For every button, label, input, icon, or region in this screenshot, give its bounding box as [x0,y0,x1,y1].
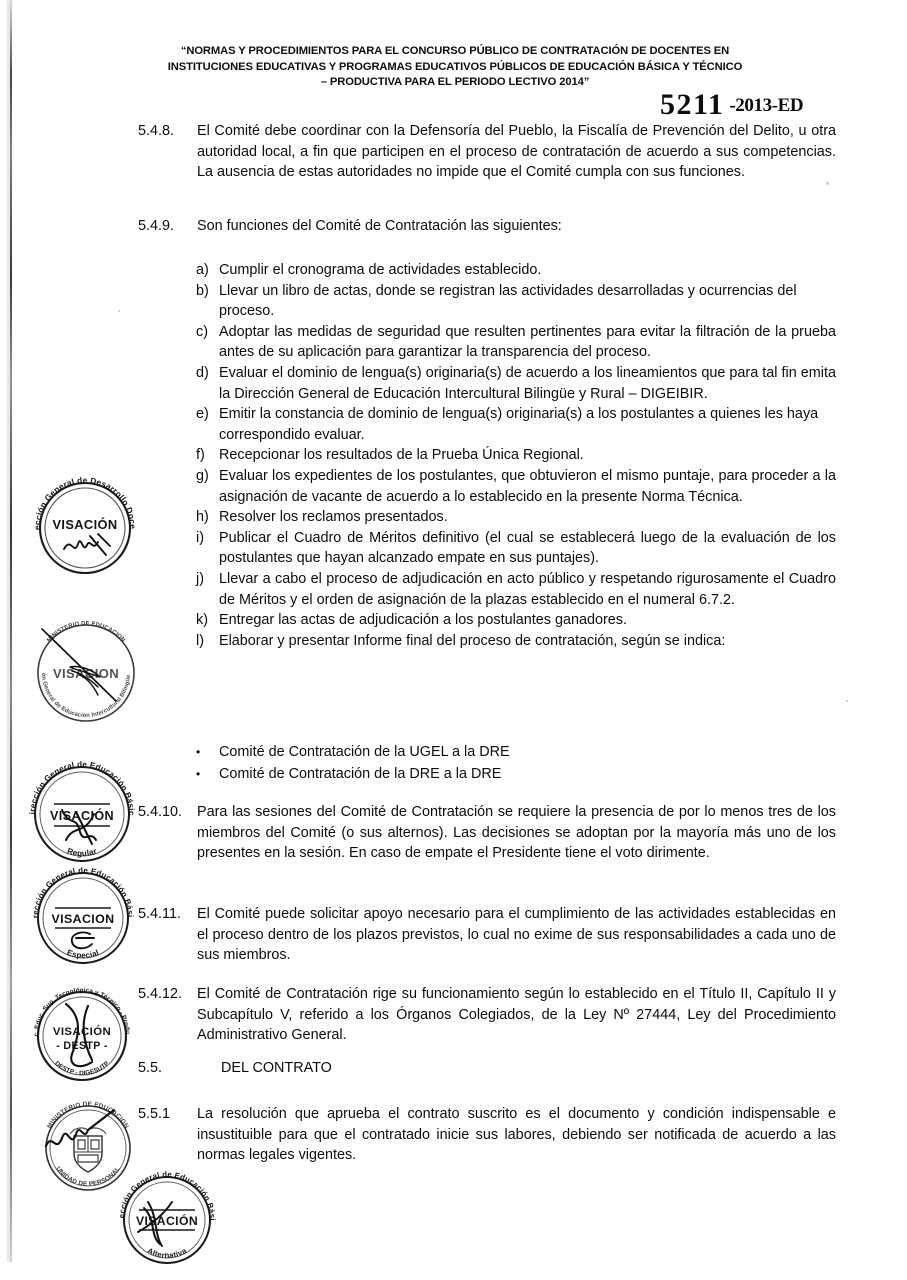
svg-text:Alternativa [146,1246,189,1260]
seal-center-text: VISACION [51,912,115,926]
section-5-5-label: 5.5. [138,1060,163,1076]
list-item-text: Entregar las actas de adjudicación a los postulantes ganadores. [219,612,627,629]
clause-5-5-1 [138,1104,836,1166]
clause-5-4-10 [138,802,836,864]
svg-text:Dirección General de Desarroll [21,458,138,530]
list-item [196,569,836,610]
clause-5-5-1-text: La resolución que aprueba el contrato suscrito es el documento y condición indispensable e insustituible para que el contratado inicie sus labores, debiendo ser notificada de acuerdo a las normas legales vigentes. [197,1106,836,1164]
list-item-text: Comité de Contratación de la UGEL a la DRE [219,744,510,760]
list-item [196,507,836,528]
list-item [196,610,836,631]
clause-5-4-12-text: El Comité de Contratación rige su funcionamiento según lo establecido en el Título II, Capítulo II y Subcapítulo V, referido a los Órganos Colegiados, de la Ley Nº 27444, Ley del Procedimiento Administrativo General. [197,986,836,1044]
header-line-2: INSTITUCIONES EDUCATIVAS Y PROGRAMAS EDUCATIVOS PÚBLICOS DE EDUCACIÓN BÁSICA Y TÉCNICO [167,60,743,73]
seal-stamp-eba [105,1155,228,1278]
list-item-text: Emitir la constancia de dominio de lengua(s) originaria(s) a los postulantes a quienes les haya correspondido evaluar. [219,406,819,443]
committee-functions-list [196,260,836,651]
scan-speck [826,182,829,185]
list-item-text: Recepcionar los resultados de la Prueba Única Regional. [219,447,584,464]
svg-text:DESTP - DIGESUTP [53,1060,110,1077]
seal-stamp-ebr [14,745,146,874]
document-number-suffix: -2013-ED [729,95,804,116]
clause-5-4-8-text: El Comité debe coordinar con la Defensoría del Pueblo, la Fiscalía de Prevención del Delito, u otra autoridad local, a fin que participen en el proceso de contratación de acuerdo a sus competencias. La ausencia de estas autoridades no impide que el Comité cumpla con sus funciones. [197,123,836,181]
svg-text:Dirección General de Educación [15,745,136,816]
list-item-marker: c) [196,323,208,340]
list-item-marker: i) [196,529,204,546]
clause-5-4-12 [138,984,836,1046]
clause-5-4-11-text: El Comité puede solicitar apoyo necesario para el cumplimiento de las actividades establecidas en el proceso dentro de los plazos previstos, lo cual no exime de sus responsabilidades a cada uno de sus miembros. [197,906,836,964]
list-item [196,764,836,786]
svg-text:Regular [66,846,99,858]
clause-5-4-11 [138,904,836,966]
seal-arc-text-bottom: Regular [65,846,99,859]
seal-arc-text-top: Dirección General de Educación Básica [14,745,137,816]
seal-center-text: VISACIÓN [49,809,115,823]
section-5-5 [138,1058,836,1079]
list-item-marker: g) [196,467,209,484]
list-item-marker: h) [196,509,209,526]
list-item-text: Publicar el Cuadro de Méritos definitivo (el cual se establecerá luego de la evaluación de los postulantes que hayan alcanzado empate en sus puntajes). [219,529,836,567]
list-item-text: Comité de Contratación de la DRE a la DRE [219,765,502,782]
seal-stamp-desarrollo-docente [20,458,146,584]
seal-arc-text-bottom: DESTP - DIGESUTP [53,1060,111,1078]
list-item [196,322,836,363]
list-item-marker: b) [196,282,209,299]
header-line-1: “NORMAS Y PROCEDIMIENTOS PARA EL CONCURSO PÚBLICO DE CONTRATACIÓN DE DOCENTES EN [180,45,730,57]
svg-text:MINISTERIO DE EDUCACION [46,621,126,644]
seal-arc-text-top: MINISTERIO DE EDUCACION [46,1100,130,1130]
scan-speck [118,310,120,312]
seal-arc-text-bottom: UNIDAD DE PERSONAL [54,1165,122,1189]
seal-arc-text-top: MINISTERIO DE EDUCACION [46,620,126,644]
list-item [196,281,836,322]
list-item-text: Evaluar los expedientes de los postulantes, que obtuvieron el mismo puntaje, para proceder a la asignación de vacante de acuerdo a lo establecido en la presente Norma Técnica. [219,467,836,505]
clause-5-4-10-label: 5.4.10. [138,804,183,820]
list-item [196,404,836,445]
list-item-marker: a) [196,262,209,278]
list-item-marker: j) [196,570,204,587]
clause-5-4-8-label: 5.4.8. [138,123,175,139]
list-item-marker: k) [196,612,208,629]
seal-arc-text-top: Direc. Educ. Sup. Tecnológica y Técnico - Productiva [19,973,131,1037]
svg-text:MINISTERIO DE EDUCACION [46,1101,130,1130]
scan-edge-artifact [10,0,12,1262]
list-item-marker: l) [196,632,204,649]
seal-stamp-unidad-personal [30,1092,148,1204]
seal-arc-text-top: Dirección General de Educación Básica [19,851,136,919]
seal-center-text: VISACIÓN [135,1214,199,1228]
list-item [196,466,836,507]
svg-text:Dirección General de Educación [19,851,135,918]
seal-arc-text-top: Dirección General de Educación Básica [105,1155,218,1221]
list-item [196,363,836,404]
clause-5-5-1-label: 5.5.1 [138,1106,171,1122]
seal-center-text: VISACIÓN [52,517,118,532]
bullet-icon: • [196,745,201,759]
clause-5-4-11-label: 5.4.11. [138,906,181,922]
clause-5-4-12-label: 5.4.12. [138,986,183,1002]
svg-text:Dirección General de Educación [16,603,132,719]
report-recipients-list [196,742,836,785]
scan-speck [846,700,848,702]
section-5-5-title: DEL CONTRATO [221,1060,332,1076]
seal-stamp-destp [19,973,144,1094]
list-item-text: Adoptar las medidas de seguridad que resulten pertinentes para evitar la filtración de la prueba antes de su aplicación para garantizar la transparencia del proceso. [219,323,836,361]
clause-5-4-10-text: Para las sesiones del Comité de Contratación se requiere la presencia de por lo menos tres de los miembros del Comité (o sus alternos). Las decisiones se adoptan por la mayoría más uno de los presentes en la sesión. En caso de empate el Presidente tiene el voto dirimente. [197,804,836,862]
svg-text:Direc. Educ. Sup. Tecnológica [20,973,131,1037]
list-item-text: Llevar a cabo el proceso de adjudicación en acto público y respetando rigurosamente el Cuadro de Méritos y el orden de asignación de la plazas establecido en el numeral 6.7.2. [219,570,836,608]
list-item [196,528,836,569]
list-item-text: Cumplir el cronograma de actividades establecido. [219,262,542,278]
svg-text:Especial [66,948,101,960]
header-line-3: – PRODUCTIVA PARA EL PERIODO LECTIVO 2014” [320,76,590,88]
seal-arc-text-bottom: Dirección General de Educación Intercultural Bilingüe y Rural [15,603,133,720]
seal-center-text: VISACIÓN [52,1026,112,1038]
document-number: 5211 [660,88,725,121]
clause-5-4-9-text: Son funciones del Comité de Contratación las siguientes: [197,218,562,234]
list-item [196,445,836,466]
clause-5-4-9 [138,216,836,237]
clause-5-4-9-label: 5.4.9. [138,218,175,234]
list-item [196,260,836,281]
seal-arc-text: Dirección General de Desarrollo Docente [20,458,139,531]
list-item [196,631,836,652]
list-item [196,742,836,764]
list-item-text: Evaluar el dominio de lengua(s) originaria(s) de acuerdo a los lineamientos que para tal fin emita la Dirección General de Educación Intercultural Bilingüe y Rural – DIGEIBIR. [219,364,836,402]
seal-center-text: VISACION [52,666,120,681]
list-item-marker: d) [196,364,209,381]
list-item-marker: f) [196,447,205,464]
list-item-marker: e) [196,406,209,423]
list-item-text: Elaborar y presentar Informe final del proceso de contratación, según se indica: [219,632,726,649]
document-header [90,44,820,91]
seal-arc-text-bottom: Alternativa [145,1246,189,1261]
seal-arc-text-bottom: Especial [65,947,101,961]
svg-text:UNIDAD DE PERSONAL [54,1166,121,1188]
coat-of-arms-icon [70,1128,106,1172]
list-item-text: Llevar un libro de actas, donde se registran las actividades desarrolladas y ocurrencias del proceso. [219,282,797,320]
list-item-text: Resolver los reclamos presentados. [219,509,448,526]
document-number-stamp [660,88,803,122]
seal-center-text-2: - DESTP - [56,1040,108,1052]
clause-5-4-8 [138,121,836,183]
seal-stamp-digeibir [15,603,154,735]
bullet-icon: • [196,766,201,781]
